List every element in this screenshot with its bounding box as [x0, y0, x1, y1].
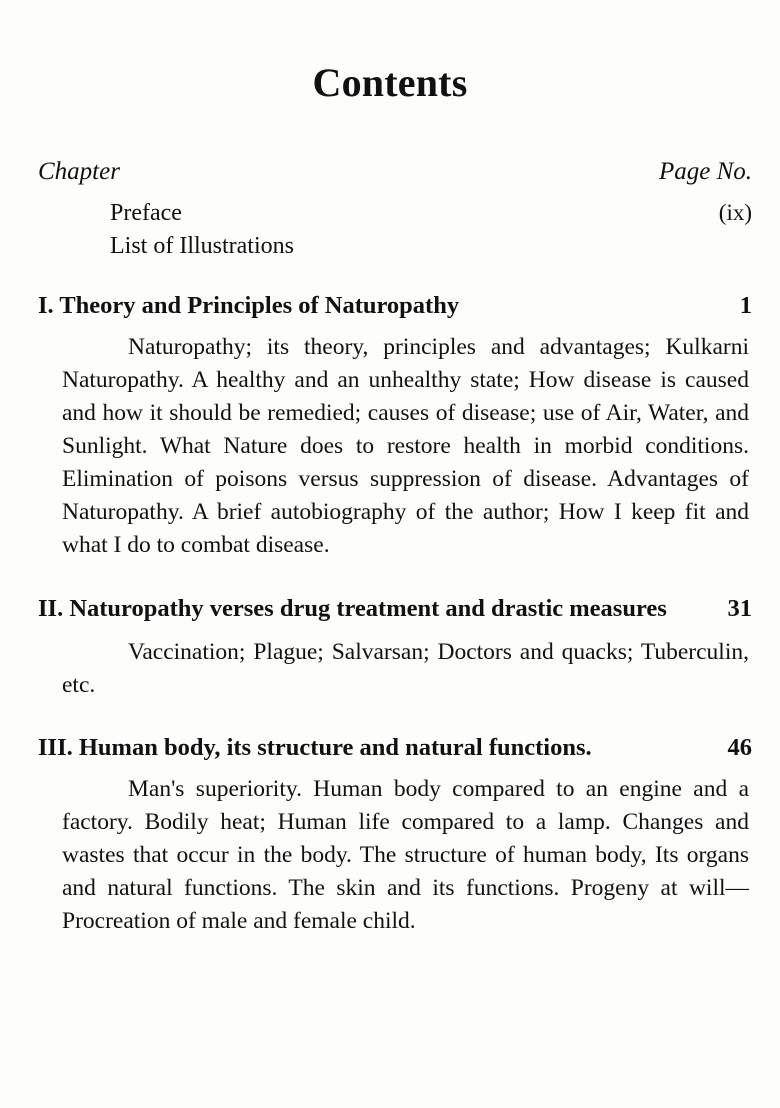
chapter-title: II. Naturopathy verses drug treatment and drastic measures: [38, 595, 667, 623]
chapter-entry-2: [0, 592, 780, 702]
list-item[interactable]: [110, 230, 752, 263]
list-item[interactable]: [110, 197, 752, 230]
chapter-heading-row[interactable]: [38, 289, 752, 324]
chapter-description: Man's superiority. Human body compared to an engine and a factory. Bodily heat; Human life compared to a lamp. Changes and wastes that occur in the body. The structure of human body, Its organs and natural functions. The skin and its functions. Progeny at will—Procreation of male and female child.: [62, 775, 749, 934]
front-matter-page: (ix): [718, 200, 752, 225]
chapter-page-number: 1: [739, 292, 752, 320]
chapter-heading-row[interactable]: [38, 592, 752, 627]
chapter-page-number: 31: [727, 595, 752, 623]
chapter-entry-1: [0, 289, 780, 562]
front-matter-title: List of Illustrations: [110, 233, 294, 260]
chapter-description: Vaccination; Plague; Salvarsan; Doctors and quacks; Tuberculin, etc.: [62, 638, 749, 698]
chapter-column-label: Chapter: [38, 158, 120, 185]
chapter-entry-3: [0, 731, 780, 938]
chapter-page-number: 46: [727, 733, 752, 761]
chapter-title: I. Theory and Principles of Naturopathy: [38, 292, 460, 320]
chapter-heading-row[interactable]: [38, 731, 752, 766]
page-title: Contents: [312, 60, 468, 105]
page-number-column-label: Page No.: [658, 158, 752, 185]
chapter-description: Naturopathy; its theory, principles and advantages; Kulkarni Naturopathy. A healthy and an unhealthy state; How disease is caused and how it should be remedied; causes of disease; use of Air, Water, and Sunlight. What Nature does to restore health in morbid conditions. Elimination of poisons versus suppression of disease. Advantages of Naturopathy. A brief autobiography of the author; How I keep fit and what I do to combat disease.: [62, 334, 749, 559]
column-header-row: [0, 158, 780, 186]
chapter-title: III. Human body, its structure and natural functions.: [38, 733, 592, 761]
front-matter-list: [0, 197, 780, 263]
front-matter-title: Preface: [110, 200, 182, 226]
